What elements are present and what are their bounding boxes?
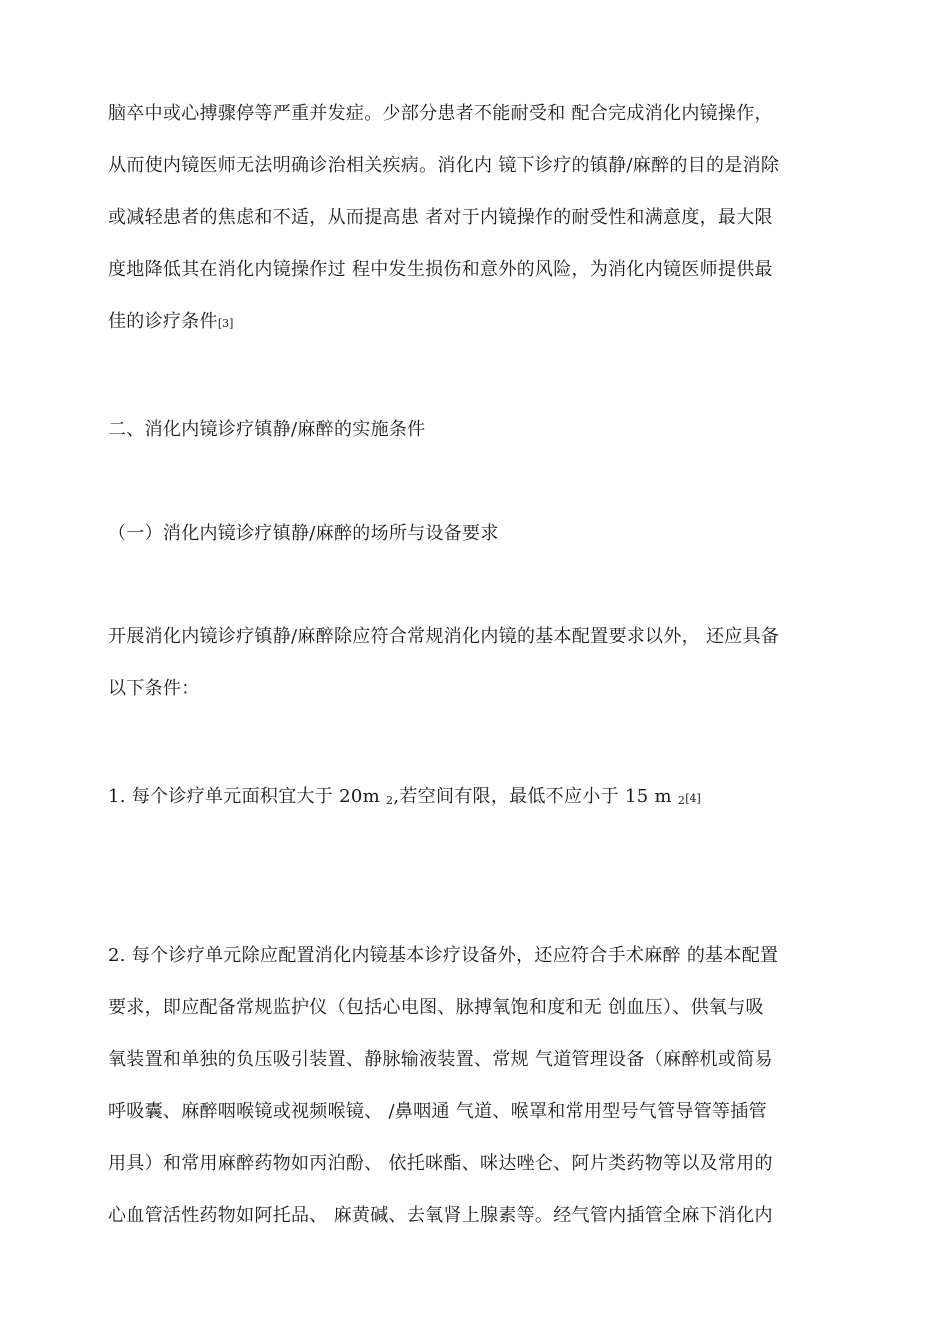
- text-line: 2. 每个诊疗单元除应配置消化内镜基本诊疗设备外，还应符合手术麻醉 的基本配置: [108, 945, 779, 966]
- subsection-heading-text: （一）消化内镜诊疗镇静/麻醉的场所与设备要求: [108, 523, 499, 544]
- text-fragment: ,若空间有限，最低不应小于 15 m: [393, 786, 678, 807]
- text-line: 氧装置和单独的负压吸引装置、静脉输液装置、常规 气道管理设备（麻醉机或简易: [108, 1049, 773, 1070]
- text-line: [108, 771, 868, 823]
- text-line: 要求，即应配备常规监护仪（包括心电图、脉搏氧饱和度和无 创血压）、供氧与吸: [108, 997, 764, 1018]
- paragraph-sedation-purpose: [108, 88, 868, 348]
- text-line: 呼吸囊、麻醉咽喉镜或视频喉镜、 /鼻咽通 气道、喉罩和常用型号气管导管等插管: [108, 1101, 767, 1122]
- subsection-heading: [108, 508, 868, 560]
- citation-ref: [3]: [217, 317, 234, 330]
- unit-exponent: 2: [386, 794, 394, 807]
- text-line: 脑卒中或心搏骤停等严重并发症。少部分患者不能耐受和 配合完成消化内镜操作，: [108, 103, 773, 124]
- text-fragment: 1. 每个诊疗单元面积宜大于 20m: [108, 786, 387, 807]
- text-line: 从而使内镜医师无法明确诊治相关疾病。消化内 镜下诊疗的镇静/麻醉的目的是消除: [108, 155, 780, 176]
- unit-exponent: 2: [677, 794, 686, 807]
- list-item-1: [108, 771, 868, 823]
- text-line: 用具）和常用麻醉药物如丙泊酚、 依托咪酯、咪达唑仑、阿片类药物等以及常用的: [108, 1153, 773, 1174]
- citation-ref: [4]: [685, 792, 701, 805]
- list-item-2: [108, 930, 868, 1242]
- text-line: 或减轻患者的焦虑和不适，从而提高患 者对于内镜操作的耐受性和满意度，最大限: [108, 207, 773, 228]
- text-line: 以下条件：: [108, 678, 200, 699]
- text-line: 开展消化内镜诊疗镇静/麻醉除应符合常规消化内镜的基本配置要求以外， 还应具备: [108, 626, 780, 647]
- section-heading: [108, 404, 868, 456]
- section-heading-text: 二、消化内镜诊疗镇静/麻醉的实施条件: [108, 419, 426, 440]
- text-line: 度地降低其在消化内镜操作过 程中发生损伤和意外的风险，为消化内镜医师提供最: [108, 259, 773, 280]
- text-line-last: [108, 296, 868, 348]
- text-fragment: 佳的诊疗条件: [108, 311, 218, 332]
- paragraph-requirements-intro: [108, 611, 868, 715]
- text-line: 心血管活性药物如阿托品、 麻黄碱、去氧肾上腺素等。经气管内插管全麻下消化内: [108, 1205, 773, 1226]
